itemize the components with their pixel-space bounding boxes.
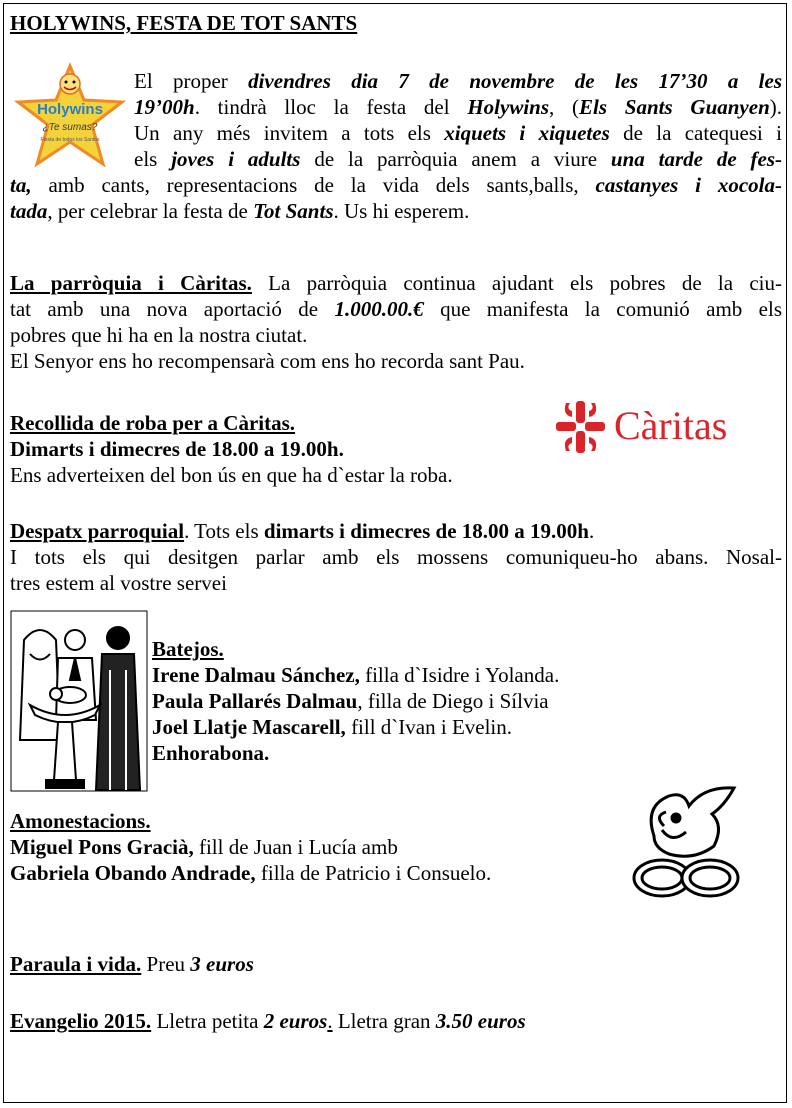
text: El proper [134,69,249,93]
emphasis: Tot Sants [253,199,334,223]
despatx-line-2: I tots els qui desitgen parlar amb els mossens comuniqueu-ho abans. Nosal- [10,545,782,569]
caritas-line-4: El Senyor ens ho recompensarà com ens ho recorda sant Pau. [10,349,525,373]
section-heading: Despatx parroquial [10,519,185,543]
price: 2 euros [263,1009,328,1033]
emphasis: castanyes i xocola- [595,173,782,197]
text: Un any més invitem a tots els [134,121,445,145]
caritas-section [10,270,782,374]
holywins-logo-name: Holywins [37,101,103,118]
text: de la catequesi i [609,121,783,145]
emphasis: joves i adults [171,147,301,171]
separator: . [327,1009,333,1033]
emphasis: xiquets i xiquetes [444,121,610,145]
holywins-paragraph [134,68,782,172]
text: tat amb una nova aportació de [10,297,335,321]
text: de la parròquia anem a viure [300,147,611,171]
text: . tindrà lloc la festa del [194,95,468,119]
parents: , filla de Diego i Sílvia [357,689,549,713]
parents: filla de Patricio i Consuelo. [255,861,492,885]
amonestacions-section [10,808,491,886]
event-name: Holywins [467,95,550,119]
recollida-section [10,410,453,488]
caritas-line-3: pobres que hi ha en la nostra ciutat. [10,323,308,347]
section-heading: Evangelio 2015. [10,1009,152,1033]
baptism-entry [152,662,559,688]
person-name: Paula Pallarés Dalmau [152,689,358,713]
text: La parròquia continua ajudant els pobres de la ciu- [251,271,783,295]
text: Lletra gran [332,1009,436,1033]
parents: fill d`Ivan i Evelin. [345,715,513,739]
price: 3 euros [190,952,254,976]
text: . [588,519,595,543]
note: Ens adverteixen del bon ús en que ha d`estar la roba. [10,463,453,487]
emphasis: tada [10,199,48,223]
event-subtitle: Els Sants Guanyen [579,95,770,119]
section-heading: Batejos. [152,637,224,661]
caritas-line-1 [10,270,782,296]
event-date: divendres dia 7 de novembre de les 17’30 a les [248,69,782,93]
holywins-line-4 [134,146,782,172]
emphasis: ta, [10,173,32,197]
parents: fill de Juan i Lucía amb [193,835,398,859]
evangelio-line [10,1008,526,1034]
banns-entry [10,860,491,886]
baptism-illustration [10,610,148,792]
text: . Us hi esperem. [333,199,470,223]
text: que manifesta la comunió amb els [423,297,782,321]
paraula-line [10,951,254,977]
despatx-section [10,518,782,596]
holywins-logo-small: Fiesta de todos los Santos [40,137,100,143]
person-name: Miguel Pons Gracià, [10,835,194,859]
emphasis: una tarde de fes- [610,147,782,171]
holywins-line-6 [10,199,469,223]
parents: filla d`Isidre i Yolanda. [359,663,560,687]
schedule: dimarts i dimecres de 18.00 a 19.00h [263,519,589,543]
section-heading: Paraula i vida. [10,952,142,976]
text: ). [769,95,782,119]
amount: 1.000.00.€ [334,297,424,321]
holywins-logo-tagline: ¿Te sumas? [42,122,98,133]
text: els [134,147,172,171]
caritas-cross-icon [556,401,605,453]
holywins-logo [10,62,130,172]
person-name: Joel Llatje Mascarell, [152,715,346,739]
baptism-entry [152,688,559,714]
text: . Tots els [184,519,264,543]
holywins-paragraph-cont [10,172,782,224]
text: Lletra petita [151,1009,264,1033]
despatx-line-1 [10,518,782,544]
person-name: Gabriela Obando Andrade, [10,861,256,885]
text: , per celebrar la festa de [47,199,254,223]
text: Preu [141,952,191,976]
holywins-line-2 [134,94,782,120]
holywins-line-1 [134,68,782,94]
person-name: Irene Dalmau Sánchez, [152,663,360,687]
caritas-logo-text: Càritas [614,403,728,448]
banns-entry [10,834,491,860]
closing-text: Enhorabona. [152,741,270,765]
price: 3.50 euros [435,1009,526,1033]
text: amb cants, representacions de la vida dels sants,balls, [31,173,596,197]
dove-rings-illustration [624,766,754,906]
baptism-entry [152,714,559,740]
section-heading: Recollida de roba per a Càritas. [10,411,296,435]
holywins-line-3 [134,120,782,146]
page-title: HOLYWINS, FESTA DE TOT SANTS [10,11,358,35]
schedule: Dimarts i dimecres de 18.00 a 19.00h. [10,437,344,461]
batejos-section [152,636,559,766]
caritas-line-2 [10,296,782,322]
text: , ( [549,95,580,119]
holywins-line-5 [10,172,782,198]
caritas-logo [552,397,784,457]
despatx-line-3: tres estem al vostre servei [10,571,227,595]
section-heading: Amonestacions. [10,809,151,833]
event-time: 19’00h [134,95,195,119]
section-heading: La parròquia i Càritas. [10,271,252,295]
